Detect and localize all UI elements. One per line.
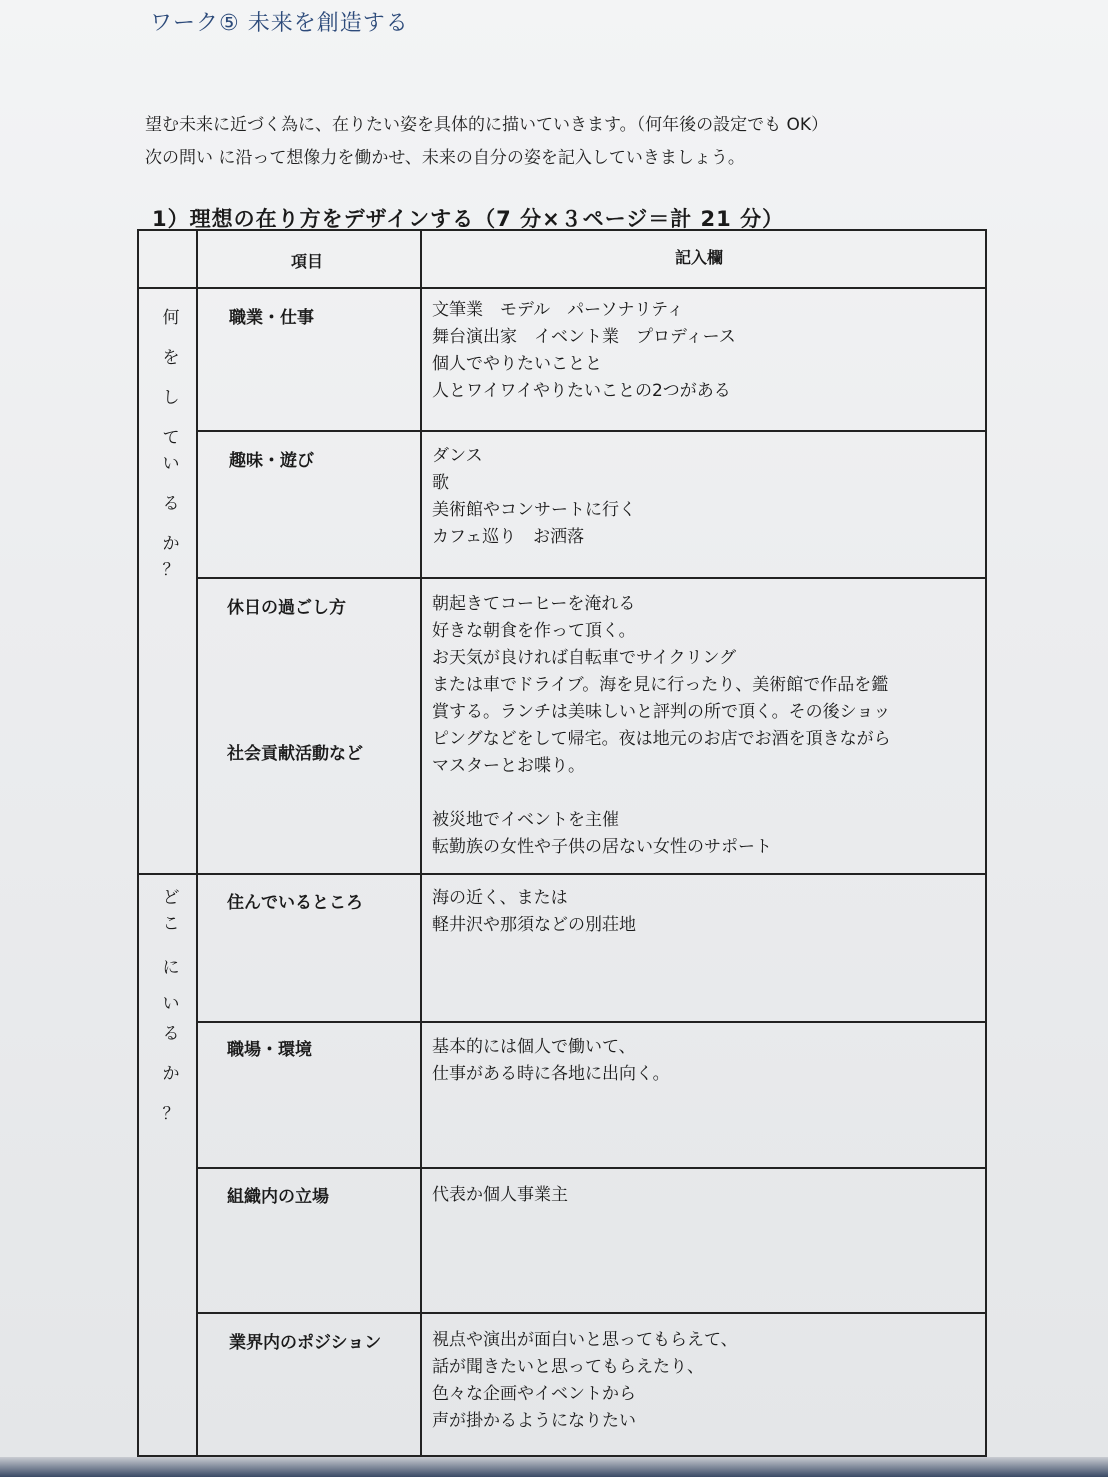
group-label-char: て (162, 428, 180, 448)
entry-line: カフェ巡り お洒落 (432, 527, 585, 547)
entry-line: 歌 (432, 473, 449, 493)
entry-line: 話が聞きたいと思ってもらえたり、 (432, 1357, 704, 1377)
item-social-contribution: 社会貢献活動など (227, 744, 363, 764)
group-label-char: る (162, 494, 180, 514)
entry-line: 朝起きてコーヒーを淹れる (432, 594, 636, 614)
item-occupation: 職業・仕事 (229, 308, 314, 328)
work-title: ワーク⑤ 未来を創造する (150, 11, 409, 36)
row-divider-2 (196, 577, 985, 579)
header-item: 項目 (291, 252, 324, 271)
entry-line: 声が掛かるようになりたい (432, 1411, 636, 1431)
entry-occupation (432, 297, 736, 405)
group-label-char: 何 (162, 308, 180, 328)
intro-line-2: 次の問い に沿って想像力を働かせ、未来の自分の姿を記入していきましょう。 (145, 148, 745, 168)
intro-line-1: 望む未来に近づく為に、在りたい姿を具体的に描いていきます。（何年後の設定でも OK） (145, 115, 829, 135)
entry-line (432, 780, 891, 807)
entry-line: 仕事がある時に各地に出向く。 (432, 1064, 670, 1084)
item-holiday: 休日の過ごし方 (227, 598, 346, 618)
entry-organization-role (432, 1182, 568, 1209)
group-label-char: い (162, 994, 180, 1014)
group-label-where (161, 883, 181, 1125)
entry-holiday (432, 591, 891, 861)
item-hobby: 趣味・遊び (229, 451, 314, 471)
group-divider (139, 873, 985, 875)
entry-line: 代表か個人事業主 (432, 1185, 568, 1205)
entry-line: 好きな朝食を作って頂く。 (432, 621, 636, 641)
header-divider (139, 287, 985, 289)
group-label-char: か (162, 1064, 180, 1084)
entry-line: または車でドライブ。海を見に行ったり、美術館で作品を鑑 (432, 675, 889, 695)
entry-workplace (432, 1034, 670, 1088)
group-label-char: か (162, 534, 180, 554)
group-label-char: ど (162, 888, 180, 908)
item-residence: 住んでいるところ (227, 893, 363, 913)
entry-line: お天気が良ければ自転車でサイクリング (432, 648, 737, 668)
group-label-char: る (162, 1024, 180, 1044)
item-organization-role: 組織内の立場 (227, 1187, 329, 1207)
header-entry: 記入欄 (675, 248, 724, 267)
entry-line: 賞する。ランチは美味しいと評判の所で頂く。その後ショッ (432, 702, 891, 722)
group-label-char: ？ (162, 560, 180, 580)
entry-line: 転勤族の女性や子供の居ない女性のサポート (432, 837, 772, 857)
section-title: 1）理想の在り方をデザインする（7 分×３ページ＝計 21 分） (152, 207, 785, 231)
group-label-char: い (162, 454, 180, 474)
entry-line: マスターとお喋り。 (432, 756, 585, 776)
entry-line: 美術館やコンサートに行く (432, 500, 636, 520)
entry-line: 視点や演出が面白いと思ってもらえて、 (432, 1330, 738, 1350)
row-divider-4 (196, 1021, 985, 1023)
design-table (137, 229, 987, 1457)
screen-bottom-edge (0, 1457, 1108, 1477)
entry-line: 文筆業 モデル パーソナリティ (432, 300, 684, 320)
group-label-what (161, 303, 181, 581)
entry-line: 色々な企画やイベントから (432, 1384, 636, 1404)
entry-line: 舞台演出家 イベント業 プロディース (432, 327, 736, 347)
group-label-char: を (162, 348, 180, 368)
col-divider-1 (196, 231, 198, 1455)
group-label-char: に (162, 958, 180, 978)
group-label-char: こ (162, 914, 180, 934)
entry-line: 軽井沢や那須などの別荘地 (432, 915, 636, 935)
entry-line: 人とワイワイやりたいことの2つがある (432, 381, 731, 401)
group-label-char: ？ (162, 1104, 180, 1124)
entry-line: 海の近く、または (432, 888, 568, 908)
col-divider-2 (420, 231, 422, 1455)
entry-residence (432, 885, 636, 939)
item-industry-position: 業界内のポジション (229, 1333, 382, 1353)
entry-line: 基本的には個人で働いて、 (432, 1037, 636, 1057)
item-workplace: 職場・環境 (227, 1040, 312, 1060)
entry-line: 被災地でイベントを主催 (432, 810, 619, 830)
entry-line: 個人でやりたいことと (432, 354, 602, 374)
entry-line: ピングなどをして帰宅。夜は地元のお店でお酒を頂きながら (432, 729, 891, 749)
entry-industry-position (432, 1327, 738, 1435)
entry-line: ダンス (432, 446, 483, 466)
group-label-char: し (162, 388, 180, 408)
row-divider-5 (196, 1167, 985, 1169)
row-divider-6 (196, 1312, 985, 1314)
entry-hobby (432, 443, 636, 551)
row-divider-1 (196, 430, 985, 432)
